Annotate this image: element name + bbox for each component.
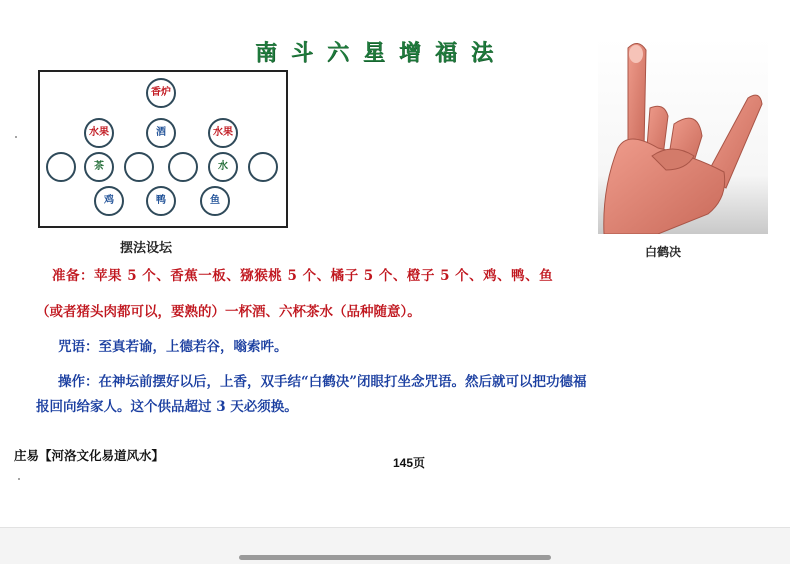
operation-text-line-2: 报回向给家人。这个供品超过 3 天必须换。	[36, 399, 298, 415]
page-number: 145页	[393, 456, 426, 470]
chicken-circle: 鸡	[94, 186, 124, 216]
fish-circle: 鱼	[200, 186, 230, 216]
duck-circle: 鸭	[146, 186, 176, 216]
white-crane-hand-gesture-image	[598, 38, 768, 234]
fruit-left-circle: 水果	[84, 118, 114, 148]
wine-circle: 酒	[146, 118, 176, 148]
tea-cup-empty-circle	[168, 152, 198, 182]
tea-cup-empty-circle	[124, 152, 154, 182]
home-indicator[interactable]	[239, 555, 551, 560]
tea-cup-empty-circle	[248, 152, 278, 182]
diagram-caption: 摆法设坛	[120, 241, 173, 256]
page-title: 南斗六星增福法	[255, 40, 508, 66]
preparation-text-line-2: （或者猪头肉都可以，要熟的）一杯酒、六杯茶水（品种随意）。	[36, 304, 421, 320]
preparation-text-line-1: 准备：苹果 5 个、香蕉一板、猕猴桃 5 个、橘子 5 个、橙子 5 个、鸡、鸭、鱼	[52, 268, 554, 284]
tea-circle: 茶	[84, 152, 114, 182]
altar-layout-diagram	[38, 70, 288, 228]
incense-burner-circle: 香炉	[146, 78, 176, 108]
hand-gesture-caption: 白鹤决	[645, 245, 682, 259]
mantra-text: 咒语：至真若谕，上德若谷，嗡索吽。	[58, 339, 288, 355]
water-circle: 水	[208, 152, 238, 182]
tea-cup-empty-circle	[46, 152, 76, 182]
footer-author: 庄易【河洛文化易道风水】	[14, 448, 165, 463]
speck-mark	[15, 136, 17, 138]
fruit-right-circle: 水果	[208, 118, 238, 148]
speck-mark	[18, 478, 20, 480]
operation-text-line-1: 操作：在神坛前摆好以后，上香，双手结“白鹤决”闭眼打坐念咒语。然后就可以把功德福	[58, 374, 587, 390]
